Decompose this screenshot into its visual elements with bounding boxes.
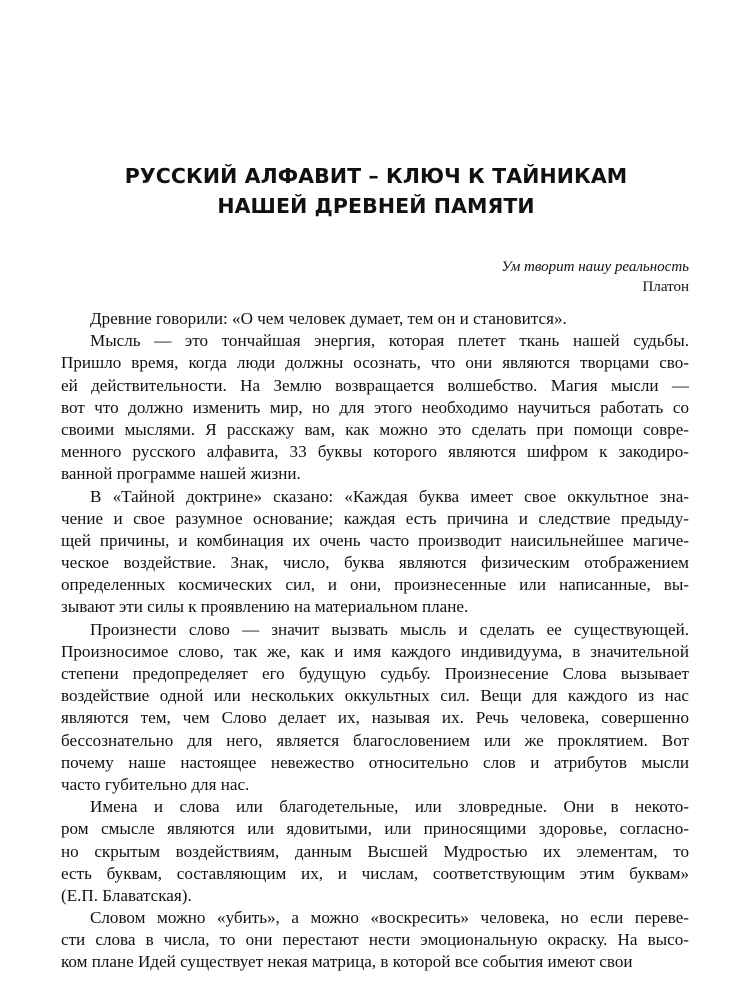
- chapter-title-line-1: РУССКИЙ АЛФАВИТ – КЛЮЧ К ТАЙНИКАМ: [124, 164, 628, 188]
- text-line: менного русского алфавита, 33 буквы которого являются шифром к закодиро-: [61, 442, 689, 462]
- text-line: Имена и слова или благодетельные, или зловредные. Они в некото-: [90, 797, 689, 817]
- text-line: Произносимое слово, так же, как и имя каждого индивидуума, в значительной: [61, 641, 689, 661]
- paragraph: [61, 486, 689, 619]
- text-line: Пришло время, когда люди должны осознать, что они являются творцами сво-: [61, 353, 689, 373]
- text-line: Словом можно «убить», а можно «воскресить» человека, но если переве-: [90, 908, 689, 928]
- text-line: часто губительно для нас.: [61, 774, 250, 794]
- text-line: ей действительности. На Землю возвращается волшебство. Магия мысли —: [61, 375, 689, 395]
- text-line: щей причины, и комбинация их очень часто производит наисильнейшее магиче-: [61, 530, 689, 550]
- text-line: (Е.П. Блаватская).: [61, 885, 192, 905]
- paragraph: [61, 907, 689, 974]
- text-line: степени предопределяет его будущую судьбу. Произнесение Слова вызывает: [61, 664, 689, 683]
- chapter-title-line-2: НАШЕЙ ДРЕВНЕЙ ПАМЯТИ: [217, 194, 535, 218]
- text-line: ванной программе нашей жизни.: [61, 464, 301, 484]
- epigraph-quote: Ум творит нашу реальность: [501, 259, 689, 275]
- text-line: Мысль — это тончайшая энергия, которая плетет ткань нашей судьбы.: [90, 331, 689, 351]
- text-line: ческое воздействие. Знак, число, буква являются физическим отображением: [61, 553, 689, 573]
- text-line: вот что должно изменить мир, но для этого необходимо научиться работать со: [61, 397, 689, 417]
- text-line: являются тем, чем Слово делает их, называя их. Речь человека, совершенно: [61, 708, 689, 728]
- text-line: сти слова в числа, то они перестают нести эмоциональную окраску. На высо-: [61, 930, 689, 950]
- epigraph-author: Платон: [642, 279, 689, 295]
- paragraph: [61, 796, 689, 907]
- paragraph: [61, 308, 689, 330]
- text-line: воздействие одной или нескольких оккультных сил. Вещи для каждого из нас: [61, 686, 689, 706]
- text-line: определенных космических сил, и они, произнесенные или написанные, вы-: [61, 575, 689, 595]
- paragraph: [61, 330, 689, 485]
- text-line: В «Тайной доктрине» сказано: «Каждая буква имеет свое оккультное зна-: [90, 486, 689, 506]
- text-line: зывают эти силы к проявлению на материальном плане.: [61, 597, 469, 617]
- text-line: бессознательно для него, является благословением или же проклятием. Вот: [61, 730, 689, 750]
- text-line: но скрытым воздействиям, данным Высшей Мудростью их элементам, то: [61, 841, 689, 861]
- text-line: есть буквам, составляющим их, и числам, соответствующим этим буквам»: [61, 863, 689, 883]
- text-line: чение и свое разумное основание; каждая есть причина и следствие предыду-: [61, 508, 689, 528]
- body-text: [61, 308, 689, 974]
- text-line: почему наше настоящее невежество относительно слов и атрибутов мысли: [61, 752, 689, 772]
- epigraph: [501, 257, 689, 297]
- paragraph: [61, 619, 689, 797]
- text-line: своими мыслями. Я расскажу вам, как можно это сделать при помощи совре-: [61, 419, 689, 439]
- text-line: Древние говорили: «О чем человек думает, тем он и становится».: [90, 309, 567, 328]
- text-line: Произнести слово — значит вызвать мысль и сделать ее существующей.: [90, 619, 689, 639]
- text-line: ком плане Идей существует некая матрица, в которой все события имеют свои: [61, 952, 633, 972]
- text-line: ром смысле являются или ядовитыми, или приносящими здоровье, согласно-: [61, 819, 689, 839]
